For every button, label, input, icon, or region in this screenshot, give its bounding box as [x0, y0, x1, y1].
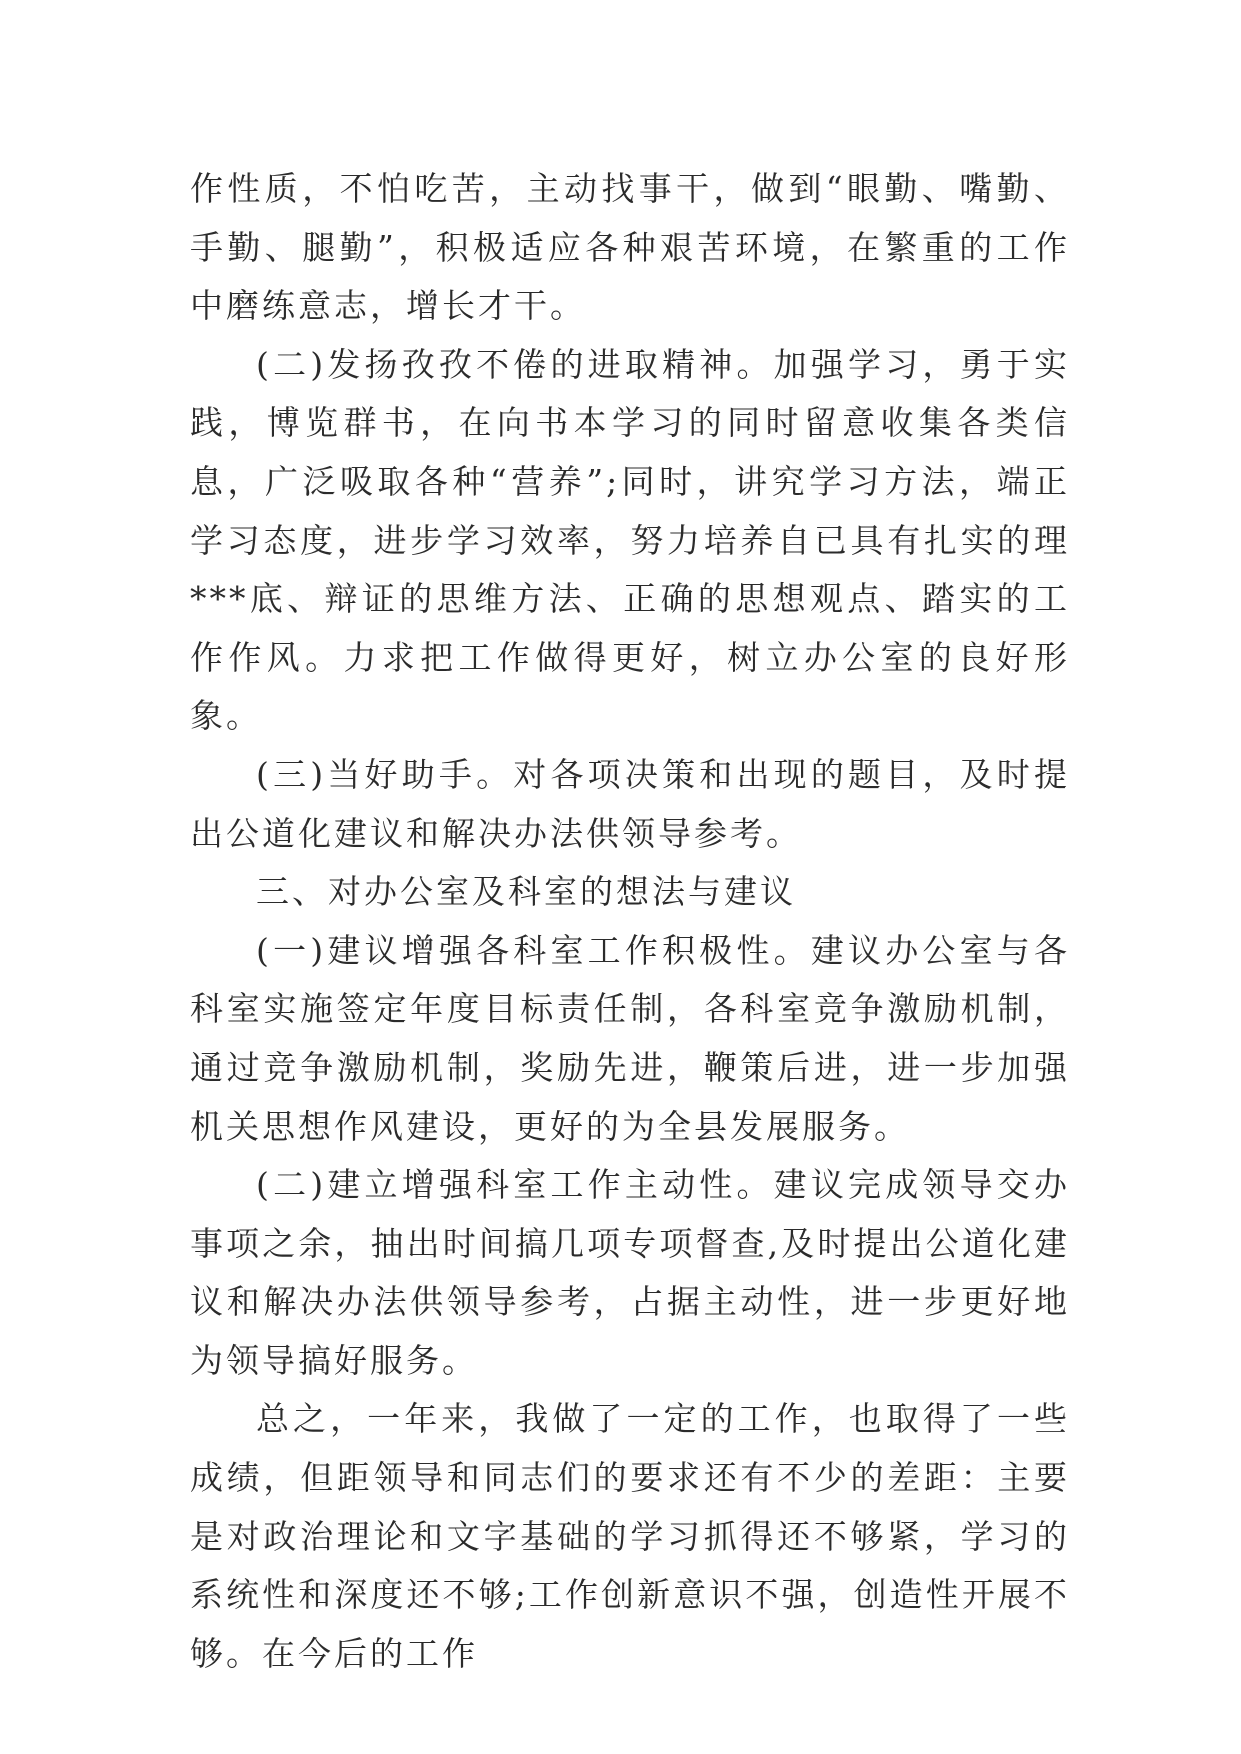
section-heading-3: 三、对办公室及科室的想法与建议	[256, 872, 796, 912]
paragraph-section-2-3: (三)当好助手。对各项决策和出现的题目，及时提出公道化建议和解决办法供领导参考。	[190, 754, 1070, 853]
paragraph-continuation: 作性质，不怕吃苦，主动找事干，做到“眼勤、嘴勤、手勤、腿勤”，积极适应各种艰苦环境，在繁重的工作中磨练意志，增长才干。	[190, 169, 1070, 326]
paragraph-summary: 总之，一年来，我做了一定的工作，也取得了一些成绩，但距领导和同志们的要求还有不少的差距：主要是对政治理论和文字基础的学习抓得还不够紧，学习的系统性和深度还不够;工作创新意识不强，创造性开展不够。在今后的工作	[190, 1399, 1070, 1673]
paragraph-section-2-2: (二)发扬孜孜不倦的进取精神。加强学习，勇于实践，博览群书，在向书本学习的同时留意收集各类信息，广泛吸取各种“营养”;同时，讲究学习方法，端正学习态度，进步学习效率，努力培养自已具有扎实的理***底、辩证的思维方法、正确的思想观点、踏实的工作作风。力求把工作做得更好，树立办公室的良好形象。	[190, 344, 1070, 736]
paragraph-section-3-2: (二)建立增强科室工作主动性。建议完成领导交办事项之余，抽出时间搞几项专项督查,及时提出公道化建议和解决办法供领导参考，占据主动性，进一步更好地为领导搞好服务。	[190, 1165, 1070, 1380]
document-body	[190, 160, 1070, 1683]
paragraph-section-3-1: (一)建议增强各科室工作积极性。建议办公室与各科室实施签定年度目标责任制，各科室竞争激励机制，通过竞争激励机制，奖励先进，鞭策后进，进一步加强机关思想作风建设，更好的为全县发展服务。	[190, 930, 1070, 1146]
